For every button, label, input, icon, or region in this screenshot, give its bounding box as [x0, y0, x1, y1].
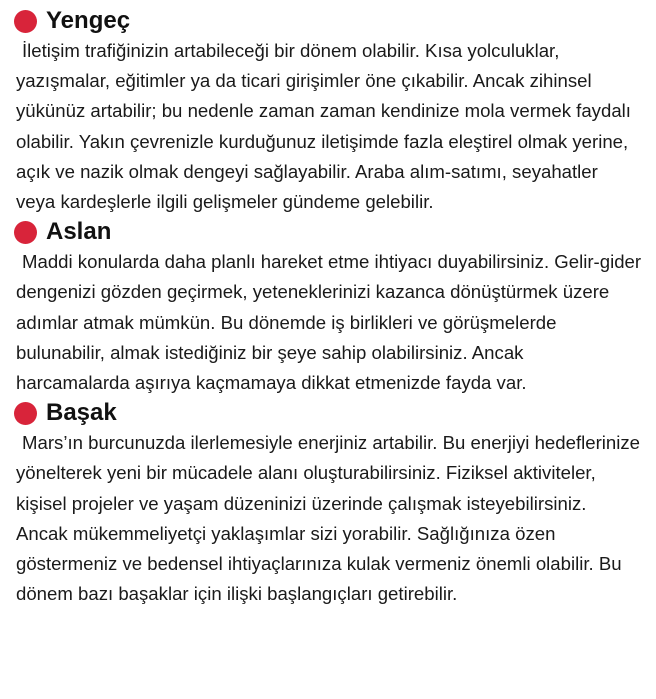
- section-heading: [14, 398, 642, 428]
- section-heading: [14, 217, 642, 247]
- section-title: Başak: [46, 399, 117, 427]
- section-title: Yengeç: [46, 7, 131, 34]
- section-aslan: [14, 217, 642, 398]
- red-circle-icon: [14, 10, 37, 33]
- red-circle-icon: [14, 221, 37, 244]
- section-paragraph: Mars’ın burcunuzda ilerlemesiyle enerjiniz artabilir. Bu enerjiyi hedeflerinize yönelterek yeni bir mücadele alanı oluşturabilirsiniz. Fiziksel aktiviteler, kişisel projeler ve yaşam düzeninizi üzerinde çalışmak isteyebilirsiniz. Ancak mükemmeliyetçi yaklaşımlar sizi yorabilir. Sağlığınıza özen göstermeniz ve bedensel ihtiyaçlarınıza kulak vermeniz önemli olabilir. Bu dönem bazı başaklar için ilişki başlangıçları getirebilir.: [16, 432, 641, 605]
- section-yengec: [14, 6, 642, 217]
- section-paragraph: İletişim trafiğinizin artabileceği bir dönem olabilir. Kısa yolculuklar, yazışmalar, eğitimler ya da ticari girişimler öne çıkabilir. Ancak zihinsel yükünüz artabilir; bu nedenle zaman zaman kendinize mola vermek faydalı olabilir. Yakın çevrenizle kurduğunuz iletişimde fazla eleştirel olmak yerine, açık ve nazik olmak dengeyi sağlayabilir. Araba alım-satımı, seyahatler veya kardeşlerle ilgili gelişmeler gündeme gelebilir.: [16, 40, 631, 213]
- red-circle-icon: [14, 402, 37, 425]
- section-heading: [14, 6, 642, 36]
- section-basak: [14, 398, 642, 609]
- section-paragraph: Maddi konularda daha planlı hareket etme ihtiyacı duyabilirsiniz. Gelir-gider dengenizi gözden geçirmek, yeteneklerinizi kazanca dönüştürmek üzere adımlar atmak mümkün. Bu dönemde iş birlikleri ve görüşmelerde bulunabilir, almak istediğiniz bir şeye sahip olabilirsiniz. Ancak harcamalarda aşırıya kaçmamaya dikkat etmenizde fayda var.: [16, 251, 642, 394]
- section-title: Aslan: [46, 218, 112, 246]
